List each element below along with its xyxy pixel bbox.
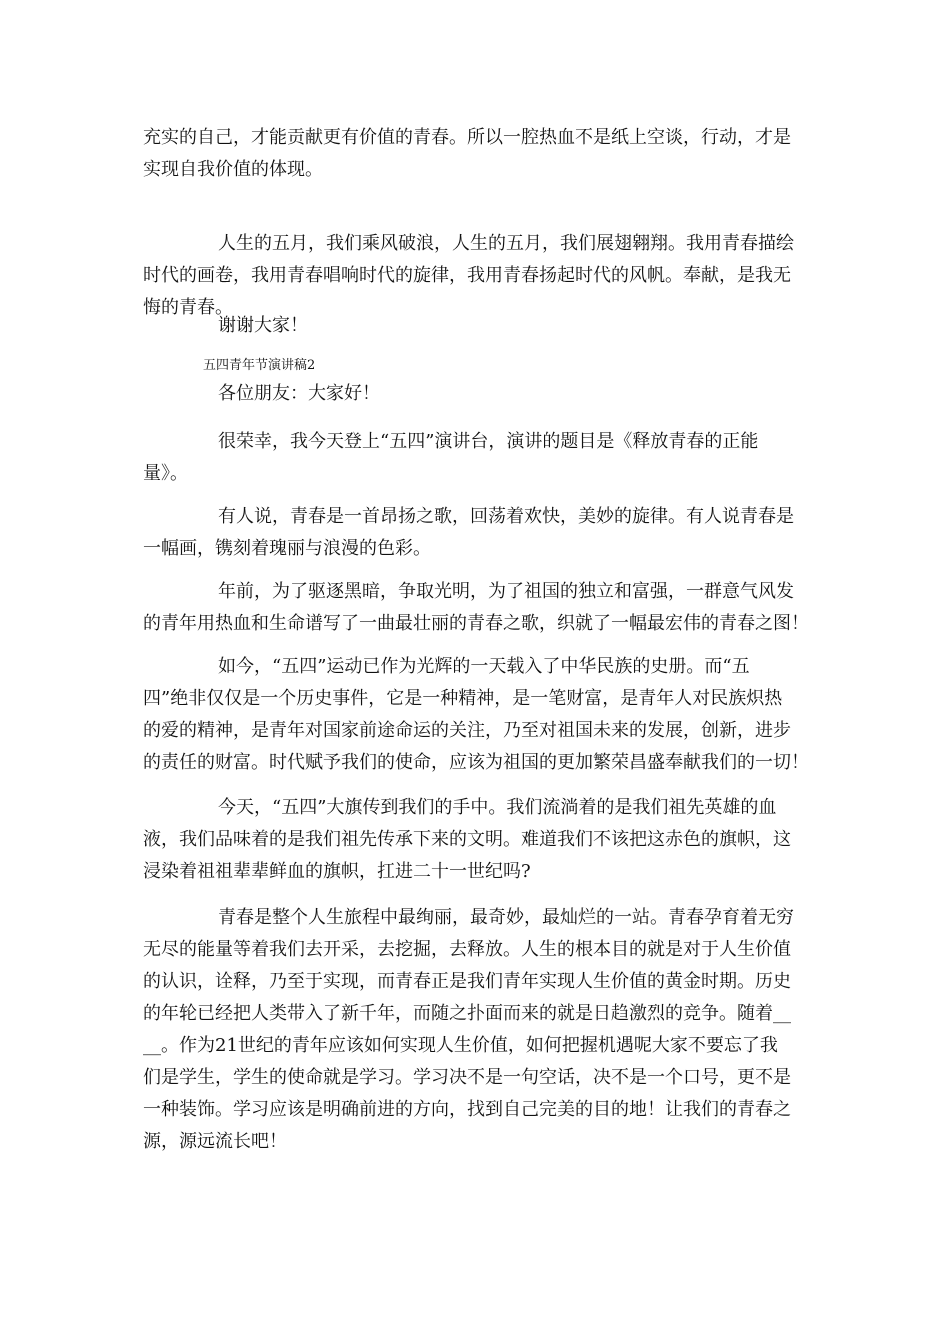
text-line: 量》。 bbox=[143, 463, 188, 484]
text-line: 充实的自己，才能贡献更有价值的青春。所以一腔热血不是纸上空谈，行动，才是 bbox=[143, 127, 791, 148]
text-line: 如今，“五四”运动已作为光辉的一天载入了中华民族的史册。而“五 bbox=[218, 656, 750, 677]
text-line: 各位朋友：大家好！ bbox=[218, 383, 380, 404]
text-line: 的认识，诠释，乃至于实现，而青春正是我们青年实现人生价值的黄金时期。历史 bbox=[143, 971, 791, 992]
text-line: __。作为21世纪的青年应该如何实现人生价值，如何把握机遇呢大家不要忘了我 bbox=[143, 1035, 778, 1056]
text-line: 实现自我价值的体现。 bbox=[143, 159, 323, 180]
text-line: 年前，为了驱逐黑暗，争取光明，为了祖国的独立和富强，一群意气风发 bbox=[218, 581, 794, 602]
paragraph-topic bbox=[143, 426, 813, 490]
text-line: 悔的青春。 bbox=[143, 297, 233, 318]
text-line: 时代的画卷，我用青春唱响时代的旋律，我用青春扬起时代的风帆。奉献，是我无 bbox=[143, 265, 791, 286]
text-line: 的青年用热血和生命谱写了一曲最壮丽的青春之歌，织就了一幅最宏伟的青春之图！ bbox=[143, 613, 809, 634]
text-line: 人生的五月，我们乘风破浪，人生的五月，我们展翅翱翔。我用青春描绘 bbox=[218, 233, 794, 254]
text-line: 有人说，青春是一首昂扬之歌，回荡着欢快，美妙的旋律。有人说青春是 bbox=[218, 506, 794, 527]
text-line: 今天，“五四”大旗传到我们的手中。我们流淌着的是我们祖先英雄的血 bbox=[218, 797, 777, 818]
paragraph-youth-value bbox=[143, 902, 813, 1158]
section-heading: 五四青年节演讲稿2 bbox=[203, 358, 316, 373]
paragraph-youth-song bbox=[143, 501, 813, 565]
paragraph-may-fourth bbox=[143, 651, 813, 779]
paragraph-1 bbox=[143, 122, 813, 186]
text-line: 无尽的能量等着我们去开采，去挖掘，去释放。人生的根本目的就是对于人生价值 bbox=[143, 939, 791, 960]
text-line: 一种装饰。学习应该是明确前进的方向，找到自己完美的目的地！让我们的青春之 bbox=[143, 1099, 791, 1120]
text-line: 很荣幸，我今天登上“五四”演讲台，演讲的题目是《释放青春的正能 bbox=[218, 431, 759, 452]
text-line: 浸染着祖祖辈辈鲜血的旗帜，扛进二十一世纪吗? bbox=[143, 861, 531, 882]
text-line: 源，源远流长吧！ bbox=[143, 1131, 287, 1152]
greeting bbox=[143, 378, 813, 410]
text-line: 四”绝非仅仅是一个历史事件，它是一种精神，是一笔财富，是青年人对民族炽热 bbox=[143, 688, 783, 709]
text-line: 青春是整个人生旅程中最绚丽，最奇妙，最灿烂的一站。青春孕育着无穷 bbox=[218, 907, 794, 928]
text-line: 一幅画，镌刻着瑰丽与浪漫的色彩。 bbox=[143, 538, 431, 559]
closing-thanks bbox=[143, 310, 813, 342]
text-line: 液，我们品味着的是我们祖先传承下来的文明。难道我们不该把这赤色的旗帜，这 bbox=[143, 829, 791, 850]
paragraph-history bbox=[143, 576, 813, 640]
text-line: 的年轮已经把人类带入了新千年，而随之扑面而来的就是日趋激烈的竞争。随着__ bbox=[143, 1003, 791, 1024]
text-line: 的爱的精神，是青年对国家前途命运的关注，乃至对祖国未来的发展，创新，进步 bbox=[143, 720, 791, 741]
text-line: 们是学生，学生的使命就是学习。学习决不是一句空话，决不是一个口号，更不是 bbox=[143, 1067, 791, 1088]
paragraph-banner bbox=[143, 792, 813, 888]
text-line: 的责任的财富。时代赋予我们的使命，应该为祖国的更加繁荣昌盛奉献我们的一切！ bbox=[143, 752, 809, 773]
text-line: 谢谢大家！ bbox=[218, 315, 308, 336]
